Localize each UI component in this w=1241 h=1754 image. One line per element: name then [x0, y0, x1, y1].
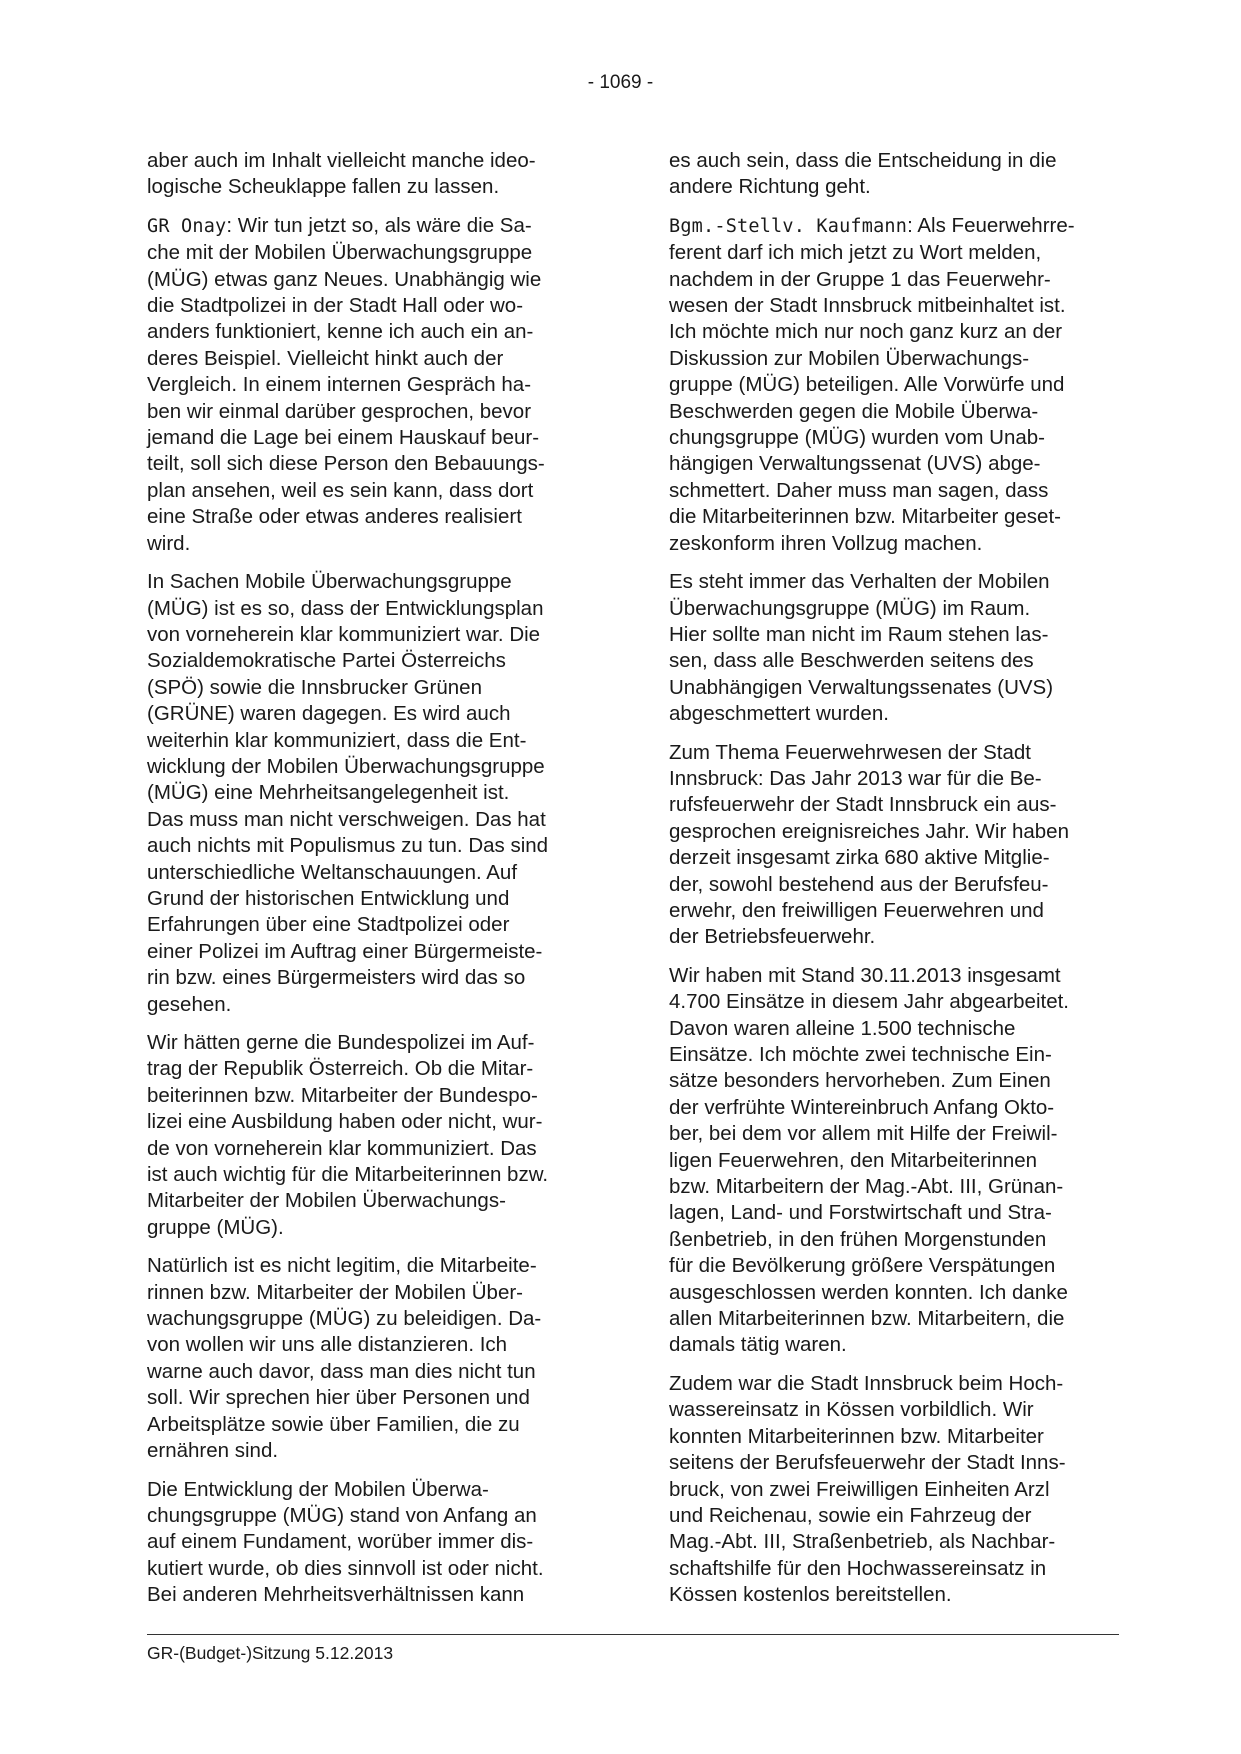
text-line: weiterhin klar kommuniziert, dass die Ent- [147, 728, 527, 752]
paragraph [147, 213, 587, 557]
paragraph [669, 963, 1109, 1359]
text-line: der, sowohl bestehend aus der Berufsfeu- [669, 872, 1049, 896]
text-line: anders funktioniert, kenne ich auch ein an- [147, 320, 534, 344]
text-line: aber auch im Inhalt vielleicht manche ideo- [147, 149, 536, 172]
text-line: warne auch davor, dass man dies nicht tun [147, 1359, 536, 1383]
text-line: ernähren sind. [147, 1439, 279, 1463]
text-segment: : Als Feuerwehrre- [907, 213, 1075, 237]
text-line: und Reichenau, sowie ein Fahrzeug der [669, 1503, 1032, 1527]
text-line: Kössen kostenlos bereitstellen. [669, 1583, 952, 1607]
text-line: In Sachen Mobile Überwachungsgruppe [147, 570, 512, 594]
text-line: Mitarbeiter der Mobilen Überwachungs- [147, 1189, 506, 1213]
text-line: nachdem in der Gruppe 1 das Feuerwehr- [669, 267, 1051, 291]
text-line: ßenbetrieb, in den frühen Morgenstunden [669, 1227, 1047, 1251]
paragraph [669, 740, 1109, 951]
speaker-line [669, 213, 1109, 240]
text-line: trag der Republik Österreich. Ob die Mitar- [147, 1057, 534, 1081]
text-line: logische Scheuklappe fallen zu lassen. [147, 175, 500, 199]
text-line: (MÜG) ist es so, dass der Entwicklungsplan [147, 596, 544, 620]
text-line: der Betriebsfeuerwehr. [669, 925, 876, 949]
text-line: chungsgruppe (MÜG) stand von Anfang an [147, 1503, 537, 1527]
paragraph [147, 148, 587, 201]
paragraph [669, 213, 1109, 557]
text-line: ferent darf ich mich jetzt zu Wort melden, [669, 241, 1042, 265]
left-column [147, 148, 587, 1621]
text-line: Davon waren alleine 1.500 technische [669, 1016, 1016, 1040]
text-line: einer Polizei im Auftrag einer Bürgermeiste- [147, 939, 543, 963]
text-line: soll. Wir sprechen hier über Personen und [147, 1386, 530, 1410]
text-line: jemand die Lage bei einem Hauskauf beur- [147, 426, 540, 450]
text-line: ist auch wichtig für die Mitarbeiterinnen bzw. [147, 1163, 549, 1187]
paragraph [669, 569, 1109, 727]
text-line: ligen Feuerwehren, den Mitarbeiterinnen [669, 1148, 1038, 1172]
speaker-line [147, 213, 587, 240]
text-line: lagen, Land- und Forstwirtschaft und Stra- [669, 1201, 1052, 1225]
text-line: auch nichts mit Populismus zu tun. Das sind [147, 834, 549, 858]
paragraph [669, 148, 1109, 201]
text-line: Hier sollte man nicht im Raum stehen las- [669, 622, 1049, 646]
text-line: (SPÖ) sowie die Innsbrucker Grünen [147, 675, 482, 699]
right-column [669, 148, 1109, 1621]
text-line: Zudem war die Stadt Innsbruck beim Hoch- [669, 1371, 1064, 1395]
text-line: rufsfeuerwehr der Stadt Innsbruck ein aus- [669, 793, 1057, 817]
text-line: deres Beispiel. Vielleicht hinkt auch der [147, 346, 504, 370]
text-line: unterschiedliche Weltanschauungen. Auf [147, 860, 518, 884]
text-line: (MÜG) etwas ganz Neues. Unabhängig wie [147, 267, 542, 291]
text-line: andere Richtung geht. [669, 175, 871, 199]
text-line: konnten Mitarbeiterinnen bzw. Mitarbeiter [669, 1424, 1044, 1448]
text-line: gesprochen ereignisreiches Jahr. Wir haben [669, 819, 1069, 843]
text-line: plan ansehen, weil es sein kann, dass dort [147, 478, 534, 502]
text-line: lizei eine Ausbildung haben oder nicht, wur- [147, 1110, 543, 1134]
text-line: Grund der historischen Entwicklung und [147, 886, 510, 910]
text-line: die Mitarbeiterinnen bzw. Mitarbeiter geset- [669, 505, 1061, 529]
text-line: abgeschmettert wurden. [669, 702, 889, 726]
text-line: von vorneherein klar kommuniziert war. Die [147, 622, 541, 646]
text-line: damals tätig waren. [669, 1333, 847, 1357]
text-line: allen Mitarbeiterinnen bzw. Mitarbeitern, die [669, 1307, 1065, 1331]
text-line: seitens der Berufsfeuerwehr der Stadt Inns- [669, 1451, 1066, 1475]
text-line: Das muss man nicht verschweigen. Das hat [147, 807, 546, 831]
text-segment: : Wir tun jetzt so, als wäre die Sa- [226, 213, 532, 237]
text-line: Unabhängigen Verwaltungssenates (UVS) [669, 675, 1054, 699]
text-line: Es steht immer das Verhalten der Mobilen [669, 570, 1050, 594]
text-line: bruck, von zwei Freiwilligen Einheiten Arzl [669, 1477, 1050, 1501]
text-line: der verfrühte Wintereinbruch Anfang Okto- [669, 1095, 1055, 1119]
speaker-name: Bgm.-Stellv. Kaufmann [669, 215, 908, 237]
text-line: (GRÜNE) waren dagegen. Es wird auch [147, 702, 511, 726]
text-line: auf einem Fundament, worüber immer dis- [147, 1530, 534, 1554]
text-line: schaftshilfe für den Hochwassereinsatz in [669, 1556, 1047, 1580]
paragraph [669, 1371, 1109, 1609]
speaker-name: GR Onay [147, 215, 227, 237]
text-line: chungsgruppe (MÜG) wurden vom Unab- [669, 426, 1045, 450]
text-line: gesehen. [147, 992, 232, 1016]
text-line: sätze besonders hervorheben. Zum Einen [669, 1069, 1051, 1093]
text-line: Wir hätten gerne die Bundespolizei im Auf- [147, 1031, 535, 1054]
text-line: Einsätze. Ich möchte zwei technische Ein- [669, 1043, 1052, 1066]
text-line: (MÜG) eine Mehrheitsangelegenheit ist. [147, 781, 510, 805]
text-line: wachungsgruppe (MÜG) zu beleidigen. Da- [147, 1307, 542, 1331]
text-line: erwehr, den freiwilligen Feuerwehren und [669, 898, 1044, 922]
text-line: eine Straße oder etwas anderes realisiert [147, 505, 522, 529]
footer-divider [147, 1634, 1119, 1635]
text-line: wicklung der Mobilen Überwachungsgruppe [147, 754, 545, 778]
text-line: gruppe (MÜG) beteiligen. Alle Vorwürfe und [669, 373, 1065, 397]
paragraph [147, 1030, 587, 1241]
text-line: teilt, soll sich diese Person den Bebauungs- [147, 452, 545, 476]
text-line: Überwachungsgruppe (MÜG) im Raum. [669, 596, 1031, 620]
text-line: hängigen Verwaltungssenat (UVS) abge- [669, 452, 1041, 476]
text-line: schmettert. Daher muss man sagen, dass [669, 478, 1049, 502]
text-line: die Stadtpolizei in der Stadt Hall oder wo- [147, 294, 524, 318]
text-line: Natürlich ist es nicht legitim, die Mitarbeite- [147, 1254, 537, 1278]
text-line: zeskonform ihren Vollzug machen. [669, 531, 983, 555]
paragraph [147, 1253, 587, 1464]
text-line: 4.700 Einsätze in diesem Jahr abgearbeitet. [669, 990, 1070, 1014]
text-line: von wollen wir uns alle distanzieren. Ich [147, 1333, 508, 1357]
text-line: rinnen bzw. Mitarbeiter der Mobilen Über- [147, 1280, 523, 1304]
text-line: che mit der Mobilen Überwachungsgruppe [147, 241, 533, 265]
text-line: sen, dass alle Beschwerden seitens des [669, 649, 1034, 673]
text-line: bzw. Mitarbeitern der Mag.-Abt. III, Grünan- [669, 1175, 1064, 1199]
text-line: kutiert wurde, ob dies sinnvoll ist oder nicht. [147, 1556, 544, 1580]
text-line: wesen der Stadt Innsbruck mitbeinhaltet ist. [669, 294, 1066, 318]
text-line: Mag.-Abt. III, Straßenbetrieb, als Nachbar- [669, 1530, 1056, 1554]
footer-session-label: GR-(Budget-)Sitzung 5.12.2013 [147, 1643, 394, 1663]
text-line: Erfahrungen über eine Stadtpolizei oder [147, 913, 510, 937]
paragraph [147, 569, 587, 1018]
text-line: wird. [147, 531, 191, 555]
text-line: es auch sein, dass die Entscheidung in die [669, 149, 1057, 172]
text-line: Zum Thema Feuerwehrwesen der Stadt [669, 740, 1031, 764]
text-line: ausgeschlossen werden konnten. Ich danke [669, 1280, 1068, 1304]
text-line: für die Bevölkerung größere Verspätungen [669, 1254, 1056, 1278]
paragraph [147, 1477, 587, 1609]
text-line: ben wir einmal darüber gesprochen, bevor [147, 399, 532, 423]
text-line: wassereinsatz in Kössen vorbildlich. Wir [669, 1398, 1034, 1422]
text-line: rin bzw. eines Bürgermeisters wird das so [147, 966, 526, 990]
text-line: Die Entwicklung der Mobilen Überwa- [147, 1477, 489, 1501]
page-number: - 1069 - [587, 72, 654, 93]
text-line: ber, bei dem vor allem mit Hilfe der Freiwil- [669, 1122, 1058, 1146]
text-line: Vergleich. In einem internen Gespräch ha- [147, 373, 532, 397]
text-line: gruppe (MÜG). [147, 1215, 284, 1239]
text-line: Diskussion zur Mobilen Überwachungs- [669, 346, 1030, 370]
text-line: Bei anderen Mehrheitsverhältnissen kann [147, 1583, 525, 1607]
text-line: Wir haben mit Stand 30.11.2013 insgesamt [669, 963, 1061, 987]
text-line: Beschwerden gegen die Mobile Überwa- [669, 399, 1039, 423]
text-line: Ich möchte mich nur noch ganz kurz an der [669, 320, 1063, 344]
text-line: derzeit insgesamt zirka 680 aktive Mitglie- [669, 846, 1050, 870]
text-line: Arbeitsplätze sowie über Familien, die zu [147, 1412, 520, 1436]
text-line: beiterinnen bzw. Mitarbeiter der Bundespo- [147, 1083, 538, 1107]
text-line: de von vorneherein klar kommuniziert. Das [147, 1136, 537, 1160]
text-line: Sozialdemokratische Partei Österreichs [147, 649, 506, 673]
text-line: Innsbruck: Das Jahr 2013 war für die Be- [669, 766, 1042, 790]
